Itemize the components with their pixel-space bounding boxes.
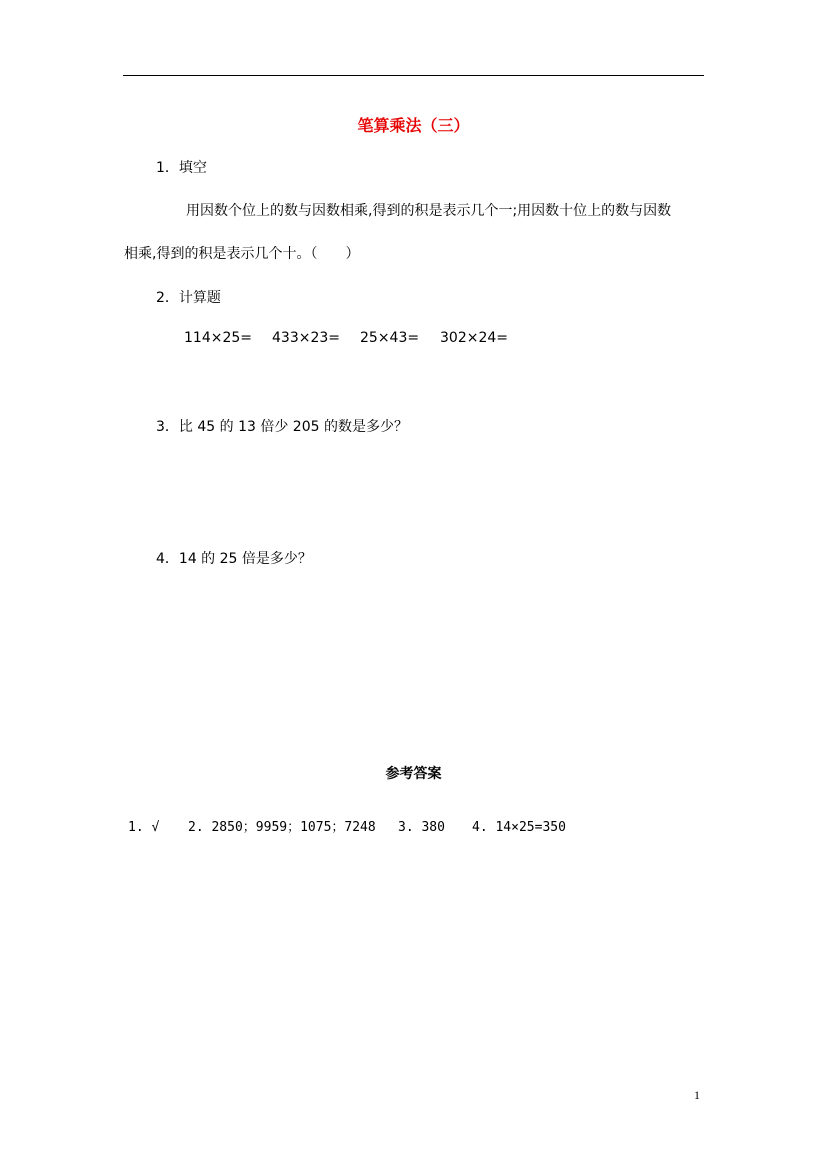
question-1-line-2: 相乘,得到的积是表示几个十。（ ） (124, 246, 360, 262)
answer-4: 4. 14×25=350 (472, 820, 566, 835)
answer-2: 2. 2850；9959；1075；7248 (188, 820, 376, 835)
question-3: 3．比 45 的 13 倍少 205 的数是多少？ (156, 419, 408, 435)
question-2-heading: 2．计算题 (156, 290, 221, 306)
question-1-line-1: 用因数个位上的数与因数相乘,得到的积是表示几个一;用因数十位上的数与因数 (186, 203, 672, 219)
page-number: 1 (694, 1088, 700, 1102)
answer-1: 1. √ (128, 820, 160, 835)
question-4: 4．14 的 25 倍是多少？ (156, 551, 312, 567)
answers-line (128, 816, 566, 835)
calc-item: 25×43= (360, 330, 420, 346)
answers-title: 参考答案 (385, 766, 442, 782)
question-1-heading: 1．填空 (156, 160, 207, 176)
question-2-items (184, 330, 508, 346)
calc-item: 433×23= (272, 330, 340, 346)
header-rule (123, 75, 704, 76)
answer-3: 3. 380 (398, 820, 445, 835)
page-title: 笔算乘法（三） (357, 116, 470, 135)
calc-item: 114×25= (184, 330, 252, 346)
calc-item: 302×24= (440, 330, 508, 346)
